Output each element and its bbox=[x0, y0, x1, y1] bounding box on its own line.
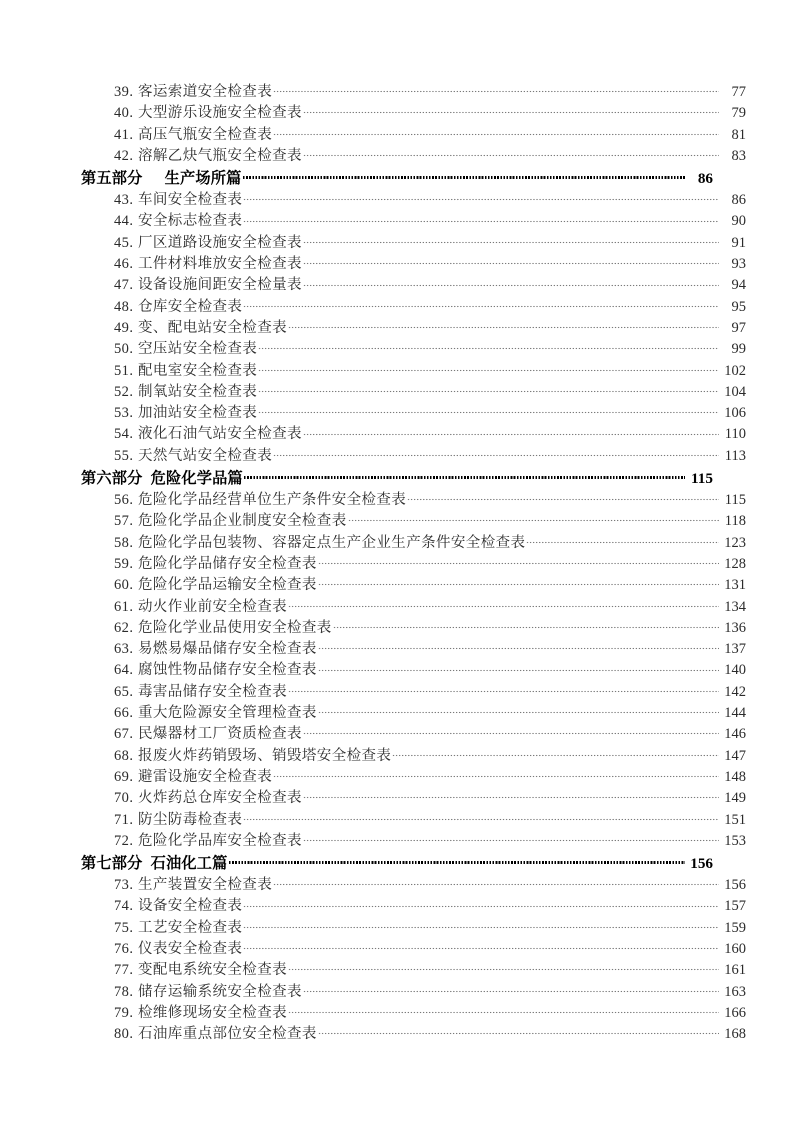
toc-entry[interactable] bbox=[81, 682, 746, 703]
toc-entry-number: 53 . bbox=[114, 403, 135, 424]
toc-dot-leader bbox=[229, 861, 686, 864]
toc-entry-title bbox=[114, 918, 242, 939]
toc-entry-number: 54 . bbox=[114, 424, 135, 445]
toc-dot-leader bbox=[303, 241, 719, 244]
toc-page-number: 168 bbox=[724, 1026, 746, 1043]
toc-entry-number: 66 . bbox=[114, 703, 135, 724]
toc-page-number: 156 bbox=[690, 855, 713, 873]
toc-entry-label: 仓库安全检查表 bbox=[138, 298, 243, 315]
toc-entry-title bbox=[114, 682, 287, 703]
toc-entry[interactable] bbox=[81, 960, 746, 981]
toc-page-number: 99 bbox=[731, 341, 746, 358]
toc-entry-label: 加油站安全检查表 bbox=[138, 405, 258, 422]
toc-entry-label: 客运索道安全检查表 bbox=[138, 84, 273, 100]
toc-entry-title bbox=[114, 297, 242, 318]
toc-entry[interactable] bbox=[81, 703, 746, 724]
toc-entry-label: 重大危险源安全管理检查表 bbox=[138, 705, 317, 722]
toc-entry-label: 防尘防毒检查表 bbox=[138, 811, 243, 828]
toc-part-number: 第七部分 bbox=[81, 855, 143, 873]
toc-dot-leader bbox=[318, 562, 719, 565]
toc-entry-label: 溶解乙炔气瓶安全检查表 bbox=[138, 147, 302, 164]
toc-dot-leader bbox=[288, 605, 719, 608]
toc-dot-leader bbox=[288, 326, 719, 329]
toc-entry-label: 腐蚀性物品储存安全检查表 bbox=[138, 662, 317, 679]
toc-entry[interactable] bbox=[81, 597, 746, 618]
toc-page-number: 136 bbox=[724, 619, 746, 636]
toc-entry-title bbox=[114, 896, 242, 917]
toc-entry-label: 厂区道路设施安全检查表 bbox=[138, 234, 302, 251]
toc-dot-leader bbox=[273, 883, 719, 886]
toc-part-number: 第六部分 bbox=[81, 470, 143, 488]
toc-entry-number: 43 . bbox=[114, 190, 135, 211]
toc-entry-title bbox=[114, 125, 272, 146]
toc-dot-leader bbox=[392, 754, 719, 757]
toc-page-number: 134 bbox=[724, 598, 746, 615]
toc-entry-number: 48 . bbox=[114, 297, 135, 318]
toc-entry-title bbox=[114, 1003, 287, 1024]
toc-entry-label: 设备设施间距安全检量表 bbox=[138, 277, 302, 294]
toc-entry-title bbox=[114, 490, 406, 511]
toc-page-number: 128 bbox=[724, 555, 746, 572]
toc-entry[interactable] bbox=[81, 275, 746, 296]
toc-entry-number: 59 . bbox=[114, 554, 135, 575]
toc-dot-leader bbox=[318, 1032, 719, 1035]
toc-dot-leader bbox=[348, 519, 719, 522]
toc-entry[interactable] bbox=[81, 361, 746, 382]
toc-entry-number: 69 . bbox=[114, 767, 135, 788]
toc-page-number: 149 bbox=[724, 790, 746, 807]
toc-entry-title bbox=[114, 660, 317, 681]
toc-page-number: 79 bbox=[731, 105, 746, 122]
toc-entry[interactable] bbox=[81, 875, 746, 896]
toc-page-number: 148 bbox=[724, 768, 746, 785]
toc-entry[interactable] bbox=[81, 533, 746, 554]
toc-entry-number: 49 . bbox=[114, 318, 135, 339]
toc-page-number: 118 bbox=[724, 513, 746, 530]
toc-part-heading[interactable] bbox=[81, 467, 713, 490]
toc-dot-leader bbox=[288, 690, 719, 693]
toc-dot-leader bbox=[273, 90, 719, 93]
toc-page-number: 97 bbox=[731, 319, 746, 336]
toc-dot-leader bbox=[243, 947, 719, 950]
toc-page-number: 159 bbox=[724, 919, 746, 936]
toc-entry-number: 76 . bbox=[114, 939, 135, 960]
toc-entry-label: 报废火炸药销毁场、销毁塔安全检查表 bbox=[138, 747, 392, 764]
toc-entry-title bbox=[114, 146, 302, 167]
toc-dot-leader bbox=[526, 541, 719, 544]
toc-page-number: 123 bbox=[724, 534, 746, 551]
toc-page-number: 137 bbox=[724, 641, 746, 658]
toc-entry-number: 56 . bbox=[114, 490, 135, 511]
toc-entry[interactable] bbox=[81, 490, 746, 511]
toc-entry-label: 天然气站安全检查表 bbox=[138, 447, 273, 464]
toc-entry[interactable] bbox=[81, 810, 746, 831]
toc-page-number: 142 bbox=[724, 683, 746, 700]
toc-dot-leader bbox=[273, 454, 719, 457]
toc-page-number: 94 bbox=[731, 277, 746, 294]
toc-entry-title bbox=[114, 618, 332, 639]
toc-entry[interactable] bbox=[81, 660, 746, 681]
toc-entry[interactable] bbox=[81, 103, 746, 124]
toc-dot-leader bbox=[303, 154, 719, 157]
toc-entry-number: 72 . bbox=[114, 831, 135, 852]
toc-entry-title bbox=[114, 318, 287, 339]
toc-entry-label: 高压气瓶安全检查表 bbox=[138, 126, 273, 143]
toc-dot-leader bbox=[303, 262, 719, 265]
toc-page-number: 104 bbox=[724, 383, 746, 400]
toc-entry-number: 74 . bbox=[114, 896, 135, 917]
toc-part-number: 第五部分 bbox=[81, 170, 143, 188]
toc-entry[interactable] bbox=[81, 575, 746, 596]
toc-entry[interactable] bbox=[81, 233, 746, 254]
toc-entry[interactable] bbox=[81, 339, 746, 360]
toc-page-number: 160 bbox=[724, 940, 746, 957]
toc-entry-title bbox=[114, 639, 317, 660]
toc-entry-label: 危险化学品经营单位生产条件安全检查表 bbox=[138, 492, 407, 509]
toc-page-number: 102 bbox=[724, 362, 746, 379]
toc-entry-number: 78 . bbox=[114, 982, 135, 1003]
toc-entry-title bbox=[114, 575, 317, 596]
toc-entry-label: 仪表安全检查表 bbox=[138, 940, 243, 957]
toc-entry[interactable] bbox=[81, 82, 746, 103]
toc-entry[interactable] bbox=[81, 446, 746, 467]
toc-dot-leader bbox=[243, 818, 719, 821]
toc-entry-label: 动火作业前安全检查表 bbox=[138, 598, 287, 615]
toc-entry-label: 工件材料堆放安全检查表 bbox=[138, 256, 302, 273]
toc-page-number: 86 bbox=[697, 170, 713, 188]
toc-entry-number: 77 . bbox=[114, 960, 135, 981]
toc-entry-number: 44 . bbox=[114, 211, 135, 232]
toc-entry-number: 62 . bbox=[114, 618, 135, 639]
toc-entry-label: 生产装置安全检查表 bbox=[138, 877, 273, 894]
toc-entry[interactable] bbox=[81, 788, 746, 809]
toc-page-number: 110 bbox=[724, 426, 746, 443]
toc-entry-number: 68 . bbox=[114, 746, 135, 767]
toc-entry[interactable] bbox=[81, 424, 746, 445]
toc-page-number: 156 bbox=[724, 877, 746, 894]
toc-entry[interactable] bbox=[81, 190, 746, 211]
toc-entry-title bbox=[114, 875, 272, 896]
toc-entry[interactable] bbox=[81, 254, 746, 275]
toc-entry[interactable] bbox=[81, 746, 746, 767]
toc-page-number: 131 bbox=[724, 577, 746, 594]
toc-entry-title bbox=[114, 233, 302, 254]
toc-entry-number: 79 . bbox=[114, 1003, 135, 1024]
toc-dot-leader bbox=[407, 498, 719, 501]
toc-dot-leader bbox=[258, 347, 719, 350]
toc-entry-number: 50 . bbox=[114, 339, 135, 360]
toc-entry-label: 安全标志检查表 bbox=[138, 213, 243, 230]
toc-entry-number: 63 . bbox=[114, 639, 135, 660]
toc-entry-number: 42 . bbox=[114, 146, 135, 167]
toc-entry-number: 64 . bbox=[114, 660, 135, 681]
toc-entry-title bbox=[114, 446, 272, 467]
toc-entry-title bbox=[114, 82, 272, 103]
toc-entry[interactable] bbox=[81, 318, 746, 339]
toc-page-number: 113 bbox=[724, 447, 746, 464]
table-of-contents bbox=[81, 82, 746, 1045]
toc-page-number: 147 bbox=[724, 747, 746, 764]
toc-entry-number: 46 . bbox=[114, 254, 135, 275]
toc-page-number: 90 bbox=[731, 213, 746, 230]
toc-entry-title bbox=[114, 746, 391, 767]
toc-entry-title bbox=[114, 960, 287, 981]
toc-entry-number: 75 . bbox=[114, 918, 135, 939]
toc-dot-leader bbox=[318, 647, 719, 650]
toc-dot-leader bbox=[243, 905, 719, 908]
toc-page-number: 91 bbox=[731, 234, 746, 251]
toc-entry-number: 51 . bbox=[114, 361, 135, 382]
toc-entry[interactable] bbox=[81, 125, 746, 146]
toc-dot-leader bbox=[318, 583, 719, 586]
toc-entry-number: 40 . bbox=[114, 103, 135, 124]
toc-entry-label: 制氧站安全检查表 bbox=[138, 383, 258, 400]
toc-entry-label: 石油库重点部位安全检查表 bbox=[138, 1026, 317, 1043]
toc-page-number: 81 bbox=[731, 126, 746, 143]
toc-page-number: 77 bbox=[731, 84, 746, 100]
toc-entry-number: 80 . bbox=[114, 1024, 135, 1045]
toc-entry[interactable] bbox=[81, 639, 746, 660]
toc-page-number: 115 bbox=[691, 470, 713, 488]
toc-entry-number: 45 . bbox=[114, 233, 135, 254]
toc-entry-label: 危险化学业品使用安全检查表 bbox=[138, 619, 332, 636]
toc-entry-number: 60 . bbox=[114, 575, 135, 596]
toc-entry-title bbox=[114, 339, 257, 360]
toc-dot-leader bbox=[258, 411, 719, 414]
toc-dot-leader bbox=[288, 1011, 719, 1014]
toc-dot-leader bbox=[333, 626, 719, 629]
toc-dot-leader bbox=[303, 796, 719, 799]
toc-entry-title bbox=[114, 382, 257, 403]
toc-part-label: 石油化工篇 bbox=[150, 855, 228, 873]
toc-dot-leader bbox=[258, 390, 719, 393]
toc-entry-label: 危险化学品运输安全检查表 bbox=[138, 577, 317, 594]
toc-entry-title bbox=[114, 939, 242, 960]
toc-dot-leader bbox=[303, 990, 719, 993]
toc-entry-number: 71 . bbox=[114, 810, 135, 831]
toc-entry-label: 设备安全检查表 bbox=[138, 898, 243, 915]
toc-entry[interactable] bbox=[81, 831, 746, 852]
toc-page-number: 83 bbox=[731, 147, 746, 164]
toc-dot-leader bbox=[244, 476, 685, 479]
toc-entry-number: 73 . bbox=[114, 875, 135, 896]
toc-entry-label: 储存运输系统安全检查表 bbox=[138, 983, 302, 1000]
toc-entry-title bbox=[114, 211, 242, 232]
toc-dot-leader bbox=[288, 968, 719, 971]
toc-entry[interactable] bbox=[81, 724, 746, 745]
toc-entry-title bbox=[114, 403, 257, 424]
toc-dot-leader bbox=[258, 369, 719, 372]
toc-dot-leader bbox=[303, 284, 719, 287]
toc-entry-label: 危险化学品企业制度安全检查表 bbox=[138, 513, 347, 530]
toc-entry[interactable] bbox=[81, 382, 746, 403]
toc-page-number: 86 bbox=[731, 192, 746, 209]
toc-dot-leader bbox=[243, 220, 719, 223]
toc-page-number: 151 bbox=[724, 811, 746, 828]
toc-entry[interactable] bbox=[81, 982, 746, 1003]
toc-entry-label: 避雷设施安全检查表 bbox=[138, 768, 273, 785]
toc-dot-leader bbox=[318, 711, 719, 714]
toc-entry-title bbox=[114, 103, 302, 124]
toc-part-title bbox=[81, 167, 242, 190]
toc-part-title bbox=[81, 467, 243, 490]
toc-entry-label: 易燃易爆品储存安全检查表 bbox=[138, 641, 317, 658]
toc-entry-title bbox=[114, 724, 302, 745]
toc-part-title bbox=[81, 852, 228, 875]
toc-entry[interactable] bbox=[81, 896, 746, 917]
toc-dot-leader bbox=[303, 839, 719, 842]
toc-entry-title bbox=[114, 275, 302, 296]
toc-entry-number: 41 . bbox=[114, 125, 135, 146]
toc-dot-leader bbox=[303, 732, 719, 735]
toc-dot-leader bbox=[303, 111, 719, 114]
toc-entry-title bbox=[114, 254, 302, 275]
toc-page-number: 115 bbox=[724, 492, 746, 509]
toc-entry-label: 危险化学品库安全检查表 bbox=[138, 832, 302, 849]
toc-dot-leader bbox=[303, 433, 719, 436]
toc-entry-number: 57 . bbox=[114, 511, 135, 532]
toc-entry-label: 空压站安全检查表 bbox=[138, 341, 258, 358]
toc-entry-number: 61 . bbox=[114, 597, 135, 618]
toc-entry[interactable] bbox=[81, 403, 746, 424]
toc-entry-title bbox=[114, 554, 317, 575]
toc-entry-label: 工艺安全检查表 bbox=[138, 919, 243, 936]
toc-entry-title bbox=[114, 810, 242, 831]
toc-page-number: 163 bbox=[724, 983, 746, 1000]
toc-page-number: 93 bbox=[731, 256, 746, 273]
toc-page-number: 106 bbox=[724, 405, 746, 422]
toc-part-label: 生产场所篇 bbox=[164, 170, 242, 188]
toc-entry-number: 55 . bbox=[114, 446, 135, 467]
toc-entry[interactable] bbox=[81, 618, 746, 639]
toc-page-number: 153 bbox=[724, 832, 746, 849]
toc-entry-label: 变配电系统安全检查表 bbox=[138, 962, 287, 979]
toc-entry[interactable] bbox=[81, 511, 746, 532]
toc-entry-label: 液化石油气站安全检查表 bbox=[138, 426, 302, 443]
toc-dot-leader bbox=[243, 926, 719, 929]
toc-entry-label: 毒害品储存安全检查表 bbox=[138, 683, 287, 700]
toc-entry-title bbox=[114, 511, 347, 532]
toc-entry-label: 火炸药总仓库安全检查表 bbox=[138, 790, 302, 807]
toc-dot-leader bbox=[273, 133, 719, 136]
toc-entry-number: 70 . bbox=[114, 788, 135, 809]
toc-entry-label: 大型游乐设施安全检查表 bbox=[138, 105, 302, 122]
toc-entry-title bbox=[114, 1024, 317, 1045]
toc-entry-title bbox=[114, 788, 302, 809]
toc-part-heading[interactable] bbox=[81, 852, 713, 875]
toc-entry-title bbox=[114, 533, 525, 554]
toc-entry[interactable] bbox=[81, 297, 746, 318]
toc-page-number: 146 bbox=[724, 726, 746, 743]
toc-dot-leader bbox=[243, 305, 719, 308]
toc-page-number: 157 bbox=[724, 898, 746, 915]
toc-entry-label: 检维修现场安全检查表 bbox=[138, 1004, 287, 1021]
toc-entry-title bbox=[114, 703, 317, 724]
toc-entry[interactable] bbox=[81, 146, 746, 167]
toc-entry-label: 变、配电站安全检查表 bbox=[138, 319, 287, 336]
toc-entry[interactable] bbox=[81, 1024, 746, 1045]
toc-entry[interactable] bbox=[81, 554, 746, 575]
toc-entry-title bbox=[114, 767, 272, 788]
toc-dot-leader bbox=[318, 669, 719, 672]
toc-entry-title bbox=[114, 982, 302, 1003]
toc-entry-title bbox=[114, 831, 302, 852]
toc-entry-label: 危险化学品包装物、容器定点生产企业生产条件安全检查表 bbox=[138, 534, 526, 551]
toc-entry-number: 58 . bbox=[114, 533, 135, 554]
toc-entry-number: 39 . bbox=[114, 82, 135, 103]
toc-entry-number: 65 . bbox=[114, 682, 135, 703]
toc-entry[interactable] bbox=[81, 939, 746, 960]
toc-entry-label: 配电室安全检查表 bbox=[138, 362, 258, 379]
toc-entry-title bbox=[114, 424, 302, 445]
toc-entry-label: 民爆器材工厂资质检查表 bbox=[138, 726, 302, 743]
toc-entry[interactable] bbox=[81, 767, 746, 788]
toc-part-label: 危险化学品篇 bbox=[150, 470, 243, 488]
toc-page-number: 95 bbox=[731, 298, 746, 315]
toc-page-number: 161 bbox=[724, 962, 746, 979]
toc-entry-label: 危险化学品储存安全检查表 bbox=[138, 555, 317, 572]
toc-entry-label: 车间安全检查表 bbox=[138, 192, 243, 209]
toc-page-number: 140 bbox=[724, 662, 746, 679]
toc-entry[interactable] bbox=[81, 211, 746, 232]
toc-entry[interactable] bbox=[81, 918, 746, 939]
toc-page-number: 144 bbox=[724, 705, 746, 722]
toc-entry-number: 52 . bbox=[114, 382, 135, 403]
toc-entry-title bbox=[114, 597, 287, 618]
toc-entry-number: 47 . bbox=[114, 275, 135, 296]
toc-entry-title bbox=[114, 190, 242, 211]
toc-dot-leader bbox=[243, 198, 719, 201]
toc-dot-leader bbox=[273, 775, 719, 778]
toc-part-heading[interactable] bbox=[81, 167, 713, 190]
toc-entry[interactable] bbox=[81, 1003, 746, 1024]
toc-dot-leader bbox=[243, 176, 686, 179]
toc-entry-title bbox=[114, 361, 257, 382]
toc-entry-number: 67 . bbox=[114, 724, 135, 745]
toc-page-number: 166 bbox=[724, 1004, 746, 1021]
